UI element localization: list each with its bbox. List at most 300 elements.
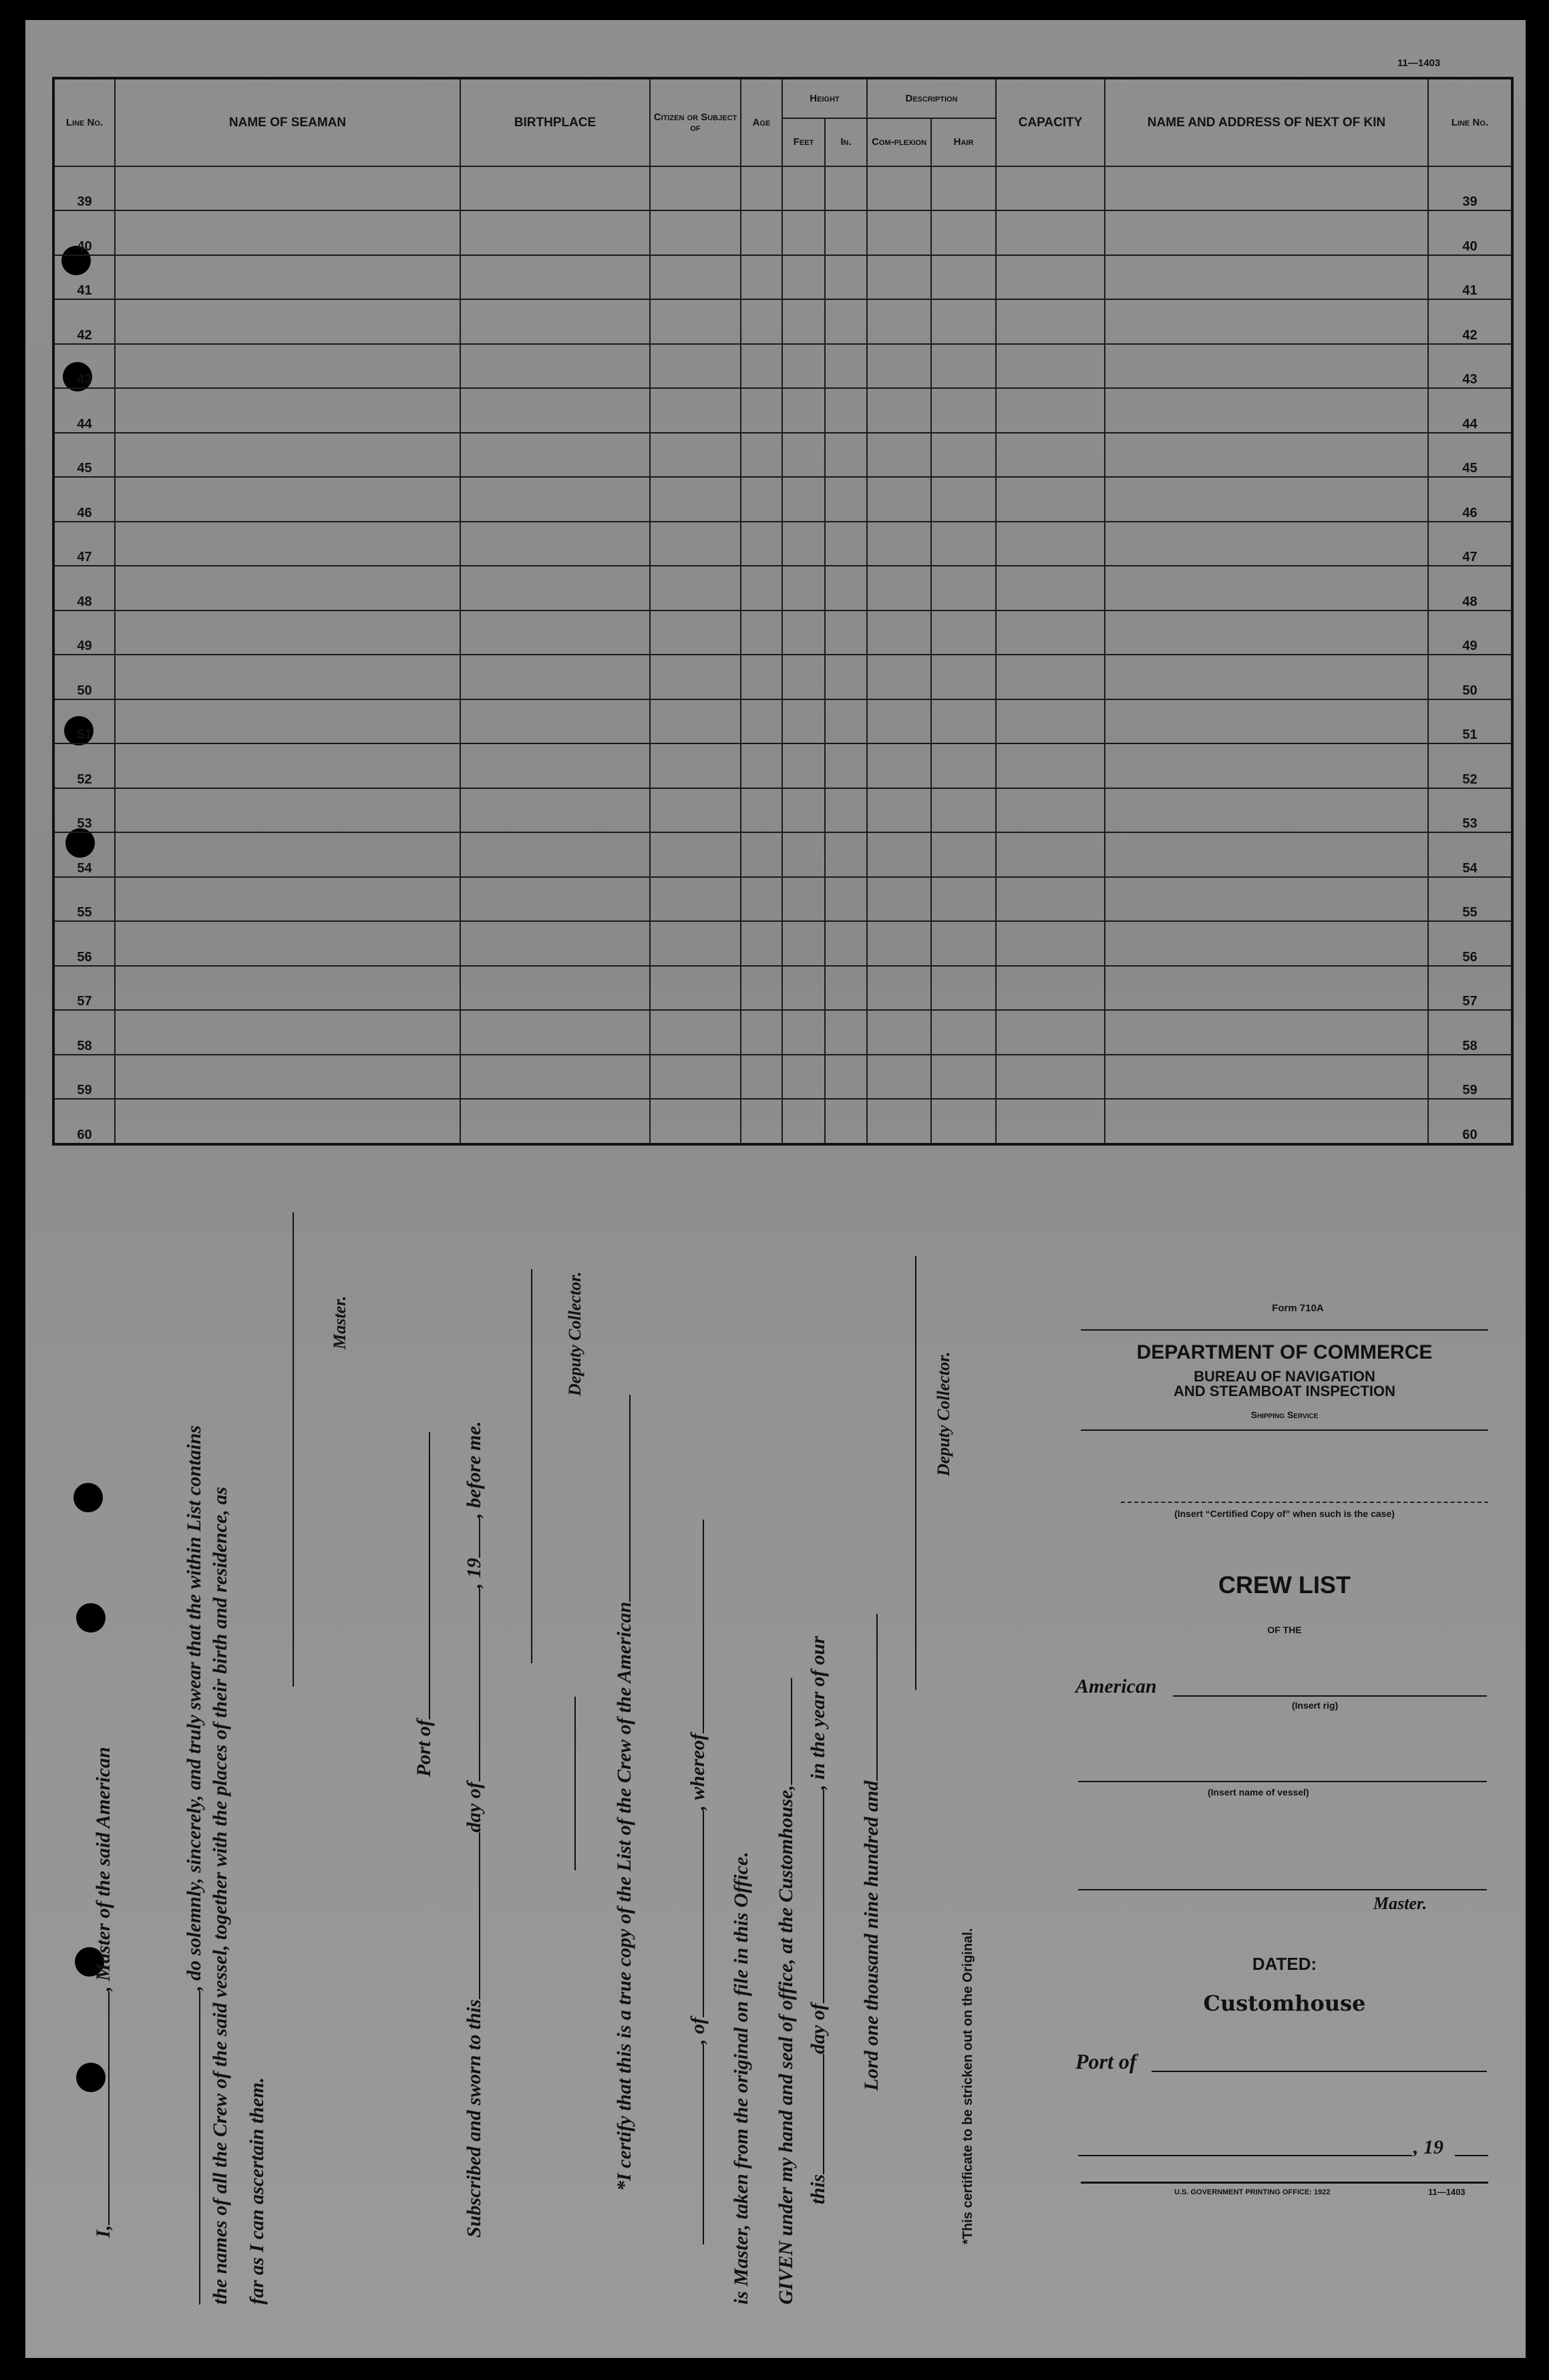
header-hair: Hair xyxy=(931,118,996,166)
entry-cell[interactable] xyxy=(115,344,460,388)
line-number-right: 50 xyxy=(1428,655,1512,699)
certificate-line-3: is Master, taken from the original on file in this Office. xyxy=(730,1852,752,2305)
certificate-footnote: *This certificate to be stricken out on the Original. xyxy=(961,1928,975,2244)
entry-cell[interactable] xyxy=(1105,743,1428,788)
entry-cell[interactable] xyxy=(825,788,867,832)
entry-cell[interactable] xyxy=(1105,832,1428,876)
line-number-right: 52 xyxy=(1428,743,1512,788)
entry-cell[interactable] xyxy=(741,477,782,521)
entry-cell[interactable] xyxy=(460,743,650,788)
entry-cell[interactable] xyxy=(650,921,741,965)
entry-cell[interactable] xyxy=(1105,388,1428,432)
entry-cell[interactable] xyxy=(741,255,782,299)
entry-cell[interactable] xyxy=(782,388,825,432)
entry-cell[interactable] xyxy=(996,699,1105,743)
entry-cell[interactable] xyxy=(650,655,741,699)
cover-port-of: Port of xyxy=(1075,2049,1137,2073)
entry-cell[interactable] xyxy=(825,255,867,299)
line-number: 53 xyxy=(53,788,115,832)
table-row xyxy=(53,433,1512,477)
cover-master-line[interactable] xyxy=(1078,1889,1487,1890)
entry-cell[interactable] xyxy=(782,611,825,655)
entry-cell[interactable] xyxy=(650,210,741,254)
entry-cell[interactable] xyxy=(931,166,996,210)
entry-cell[interactable] xyxy=(650,477,741,521)
entry-cell[interactable] xyxy=(996,522,1105,566)
entry-cell[interactable] xyxy=(115,966,460,1010)
entry-cell[interactable] xyxy=(825,1010,867,1054)
entry-cell[interactable] xyxy=(867,1010,931,1054)
entry-cell[interactable] xyxy=(931,477,996,521)
entry-cell[interactable] xyxy=(996,210,1105,254)
entry-cell[interactable] xyxy=(782,299,825,343)
line-number-right: 49 xyxy=(1428,611,1512,655)
entry-cell[interactable] xyxy=(782,1099,825,1144)
punch-hole xyxy=(73,1483,103,1512)
entry-cell[interactable] xyxy=(460,299,650,343)
entry-cell[interactable] xyxy=(115,788,460,832)
entry-cell[interactable] xyxy=(460,166,650,210)
header-name-of-seaman: NAME OF SEAMAN xyxy=(115,78,460,166)
entry-cell[interactable] xyxy=(741,1010,782,1054)
line-number: 60 xyxy=(53,1099,115,1144)
entry-cell[interactable] xyxy=(1105,299,1428,343)
cover-rig-line[interactable] xyxy=(1173,1695,1487,1697)
entry-cell[interactable] xyxy=(1105,433,1428,477)
entry-cell[interactable] xyxy=(825,743,867,788)
entry-cell[interactable] xyxy=(931,611,996,655)
line-number: 51 xyxy=(53,699,115,743)
entry-cell[interactable] xyxy=(460,433,650,477)
entry-cell[interactable] xyxy=(931,966,996,1010)
entry-cell[interactable] xyxy=(1105,477,1428,521)
entry-cell[interactable] xyxy=(650,1099,741,1144)
entry-cell[interactable] xyxy=(931,788,996,832)
entry-cell[interactable] xyxy=(741,388,782,432)
entry-cell[interactable] xyxy=(931,433,996,477)
entry-cell[interactable] xyxy=(1105,255,1428,299)
entry-cell[interactable] xyxy=(650,566,741,610)
entry-cell[interactable] xyxy=(825,166,867,210)
entry-cell[interactable] xyxy=(931,344,996,388)
entry-cell[interactable] xyxy=(115,388,460,432)
entry-cell[interactable] xyxy=(825,388,867,432)
crew-table xyxy=(52,77,1514,1146)
table-row xyxy=(53,299,1512,343)
cover-master-label: Master. xyxy=(1373,1894,1427,1913)
entry-cell[interactable] xyxy=(825,655,867,699)
entry-cell[interactable] xyxy=(996,611,1105,655)
entry-cell[interactable] xyxy=(741,566,782,610)
table-row xyxy=(53,388,1512,432)
entry-cell[interactable] xyxy=(931,655,996,699)
cover-shipping-service: Shipping Service xyxy=(1250,1409,1319,1420)
entry-cell[interactable] xyxy=(741,522,782,566)
entry-cell[interactable] xyxy=(931,566,996,610)
entry-cell[interactable] xyxy=(825,1055,867,1099)
entry-cell[interactable] xyxy=(741,299,782,343)
entry-cell[interactable] xyxy=(1105,611,1428,655)
entry-cell[interactable] xyxy=(782,1010,825,1054)
entry-cell[interactable] xyxy=(931,743,996,788)
line-number-right: 57 xyxy=(1428,966,1512,1010)
entry-cell[interactable] xyxy=(782,655,825,699)
entry-cell[interactable] xyxy=(996,433,1105,477)
entry-cell[interactable] xyxy=(867,966,931,1010)
entry-cell[interactable] xyxy=(782,832,825,876)
entry-cell[interactable] xyxy=(460,1099,650,1144)
entry-cell[interactable] xyxy=(782,699,825,743)
cover-port-line[interactable] xyxy=(1152,2071,1487,2072)
entry-cell[interactable] xyxy=(1105,655,1428,699)
entry-cell[interactable] xyxy=(650,877,741,921)
line-number: 48 xyxy=(53,566,115,610)
entry-cell[interactable] xyxy=(115,255,460,299)
header-description: Description xyxy=(867,78,996,118)
entry-cell[interactable] xyxy=(115,611,460,655)
line-number: 40 xyxy=(53,210,115,254)
entry-cell[interactable] xyxy=(825,966,867,1010)
entry-cell[interactable] xyxy=(650,1010,741,1054)
entry-cell[interactable] xyxy=(1105,699,1428,743)
entry-cell[interactable] xyxy=(115,1010,460,1054)
entry-cell[interactable] xyxy=(867,566,931,610)
line-number: 46 xyxy=(53,477,115,521)
entry-cell[interactable] xyxy=(931,1099,996,1144)
line-number: 59 xyxy=(53,1055,115,1099)
entry-cell[interactable] xyxy=(825,832,867,876)
entry-cell[interactable] xyxy=(115,743,460,788)
entry-cell[interactable] xyxy=(825,566,867,610)
entry-cell[interactable] xyxy=(931,522,996,566)
entry-cell[interactable] xyxy=(460,1010,650,1054)
crew-list-form-page xyxy=(25,20,1526,2358)
entry-cell[interactable] xyxy=(782,877,825,921)
certificate-line-2: , of, whereof xyxy=(687,1520,709,2244)
entry-cell[interactable] xyxy=(741,210,782,254)
entry-cell[interactable] xyxy=(650,166,741,210)
table-row xyxy=(53,522,1512,566)
entry-cell[interactable] xyxy=(782,344,825,388)
entry-cell[interactable] xyxy=(650,611,741,655)
entry-cell[interactable] xyxy=(650,433,741,477)
entry-cell[interactable] xyxy=(650,388,741,432)
entry-cell[interactable] xyxy=(931,388,996,432)
entry-cell[interactable] xyxy=(782,433,825,477)
line-number-right: 47 xyxy=(1428,522,1512,566)
entry-cell[interactable] xyxy=(460,921,650,965)
entry-cell[interactable] xyxy=(460,611,650,655)
entry-cell[interactable] xyxy=(867,433,931,477)
entry-cell[interactable] xyxy=(825,611,867,655)
entry-cell[interactable] xyxy=(867,832,931,876)
entry-cell[interactable] xyxy=(115,210,460,254)
entry-cell[interactable] xyxy=(650,1055,741,1099)
table-row xyxy=(53,344,1512,388)
entry-cell[interactable] xyxy=(996,166,1105,210)
punch-hole xyxy=(76,1603,106,1633)
table-row xyxy=(53,966,1512,1010)
cover-bureau-2: AND STEAMBOAT INSPECTION xyxy=(1173,1383,1396,1399)
cover-form-no: Form 710A xyxy=(1272,1303,1324,1314)
entry-cell[interactable] xyxy=(782,522,825,566)
cover-date-line[interactable] xyxy=(1078,2155,1412,2156)
line-number: 55 xyxy=(53,877,115,921)
entry-cell[interactable] xyxy=(931,1055,996,1099)
entry-cell[interactable] xyxy=(650,832,741,876)
entry-cell[interactable] xyxy=(867,877,931,921)
entry-cell[interactable] xyxy=(867,921,931,965)
oath-line-1: I,, Master of the said American xyxy=(92,1747,114,2238)
entry-cell[interactable] xyxy=(460,344,650,388)
entry-cell[interactable] xyxy=(782,255,825,299)
entry-cell[interactable] xyxy=(782,210,825,254)
entry-cell[interactable] xyxy=(1105,166,1428,210)
entry-cell[interactable] xyxy=(931,877,996,921)
entry-cell[interactable] xyxy=(825,299,867,343)
entry-cell[interactable] xyxy=(931,832,996,876)
entry-cell[interactable] xyxy=(115,433,460,477)
entry-cell[interactable] xyxy=(867,388,931,432)
entry-cell[interactable] xyxy=(867,299,931,343)
line-number-right: 40 xyxy=(1428,210,1512,254)
entry-cell[interactable] xyxy=(115,699,460,743)
entry-cell[interactable] xyxy=(1105,1055,1428,1099)
entry-cell[interactable] xyxy=(460,877,650,921)
entry-cell[interactable] xyxy=(115,832,460,876)
entry-cell[interactable] xyxy=(996,1010,1105,1054)
entry-cell[interactable] xyxy=(650,788,741,832)
entry-cell[interactable] xyxy=(996,966,1105,1010)
entry-cell[interactable] xyxy=(867,788,931,832)
entry-cell[interactable] xyxy=(741,832,782,876)
entry-cell[interactable] xyxy=(460,210,650,254)
entry-cell[interactable] xyxy=(931,699,996,743)
entry-cell[interactable] xyxy=(741,1099,782,1144)
entry-cell[interactable] xyxy=(741,966,782,1010)
certificate-signature-line xyxy=(915,1256,916,1690)
entry-cell[interactable] xyxy=(825,210,867,254)
line-number: 56 xyxy=(53,921,115,965)
entry-cell[interactable] xyxy=(460,788,650,832)
entry-cell[interactable] xyxy=(460,832,650,876)
entry-cell[interactable] xyxy=(867,255,931,299)
entry-cell[interactable] xyxy=(115,877,460,921)
entry-cell[interactable] xyxy=(825,433,867,477)
entry-cell[interactable] xyxy=(115,1055,460,1099)
entry-cell[interactable] xyxy=(782,921,825,965)
entry-cell[interactable] xyxy=(1105,966,1428,1010)
entry-cell[interactable] xyxy=(115,1099,460,1144)
entry-cell[interactable] xyxy=(931,255,996,299)
entry-cell[interactable] xyxy=(115,566,460,610)
oath-line-2: , do solemnly, sincerely, and truly swear that the within List contains xyxy=(183,1425,206,2305)
entry-cell[interactable] xyxy=(460,699,650,743)
entry-cell[interactable] xyxy=(867,210,931,254)
header-line-no: Line No. xyxy=(53,78,115,166)
line-number-right: 58 xyxy=(1428,1010,1512,1054)
entry-cell[interactable] xyxy=(115,655,460,699)
cover-dated: DATED: xyxy=(1252,1954,1317,1974)
entry-cell[interactable] xyxy=(1105,1099,1428,1144)
line-number: 58 xyxy=(53,1010,115,1054)
entry-cell[interactable] xyxy=(741,655,782,699)
entry-cell[interactable] xyxy=(115,299,460,343)
entry-cell[interactable] xyxy=(460,566,650,610)
line-number-right: 51 xyxy=(1428,699,1512,743)
entry-cell[interactable] xyxy=(782,166,825,210)
oath-subscribed: Subscribed and sworn to thisday of, 19, before me. xyxy=(463,1421,485,2238)
entry-cell[interactable] xyxy=(650,699,741,743)
oath-port-of: Port of xyxy=(413,1432,436,1777)
entry-cell[interactable] xyxy=(996,877,1105,921)
entry-cell[interactable] xyxy=(825,344,867,388)
entry-cell[interactable] xyxy=(867,611,931,655)
entry-cell[interactable] xyxy=(1105,877,1428,921)
line-number: 50 xyxy=(53,655,115,699)
entry-cell[interactable] xyxy=(782,566,825,610)
entry-cell[interactable] xyxy=(867,477,931,521)
line-number: 44 xyxy=(53,388,115,432)
entry-cell[interactable] xyxy=(867,1099,931,1144)
entry-cell[interactable] xyxy=(460,388,650,432)
table-row xyxy=(53,611,1512,655)
entry-cell[interactable] xyxy=(650,966,741,1010)
entry-cell[interactable] xyxy=(460,1055,650,1099)
entry-cell[interactable] xyxy=(931,1010,996,1054)
entry-cell[interactable] xyxy=(741,344,782,388)
entry-cell[interactable] xyxy=(867,166,931,210)
line-number-right: 55 xyxy=(1428,877,1512,921)
table-row xyxy=(53,877,1512,921)
entry-cell[interactable] xyxy=(1105,344,1428,388)
entry-cell[interactable] xyxy=(741,433,782,477)
entry-cell[interactable] xyxy=(741,699,782,743)
line-number: 54 xyxy=(53,832,115,876)
entry-cell[interactable] xyxy=(782,788,825,832)
master-signature-line xyxy=(293,1212,294,1687)
entry-cell[interactable] xyxy=(931,210,996,254)
entry-cell[interactable] xyxy=(1105,566,1428,610)
entry-cell[interactable] xyxy=(460,477,650,521)
entry-cell[interactable] xyxy=(460,655,650,699)
table-row xyxy=(53,1099,1512,1144)
oath-line-4: far as I can ascertain them. xyxy=(246,2077,268,2305)
header-height: Height xyxy=(782,78,867,118)
entry-cell[interactable] xyxy=(1105,1010,1428,1054)
cover-rule-2 xyxy=(1081,1429,1488,1431)
entry-cell[interactable] xyxy=(741,166,782,210)
entry-cell[interactable] xyxy=(650,299,741,343)
entry-cell[interactable] xyxy=(782,743,825,788)
table-row xyxy=(53,166,1512,210)
table-row xyxy=(53,255,1512,299)
entry-cell[interactable] xyxy=(996,566,1105,610)
line-number: 47 xyxy=(53,522,115,566)
entry-cell[interactable] xyxy=(931,299,996,343)
entry-cell[interactable] xyxy=(996,344,1105,388)
entry-cell[interactable] xyxy=(867,522,931,566)
deputy-signature-line-2 xyxy=(574,1697,576,1870)
cover-of-the: OF THE xyxy=(1267,1625,1302,1635)
entry-cell[interactable] xyxy=(782,477,825,521)
entry-cell[interactable] xyxy=(650,522,741,566)
entry-cell[interactable] xyxy=(867,699,931,743)
entry-cell[interactable] xyxy=(996,388,1105,432)
entry-cell[interactable] xyxy=(996,655,1105,699)
certificate-line-4: GIVEN under my hand and seal of office, at the Customhouse, xyxy=(775,1678,798,2305)
entry-cell[interactable] xyxy=(650,255,741,299)
entry-cell[interactable] xyxy=(996,1055,1105,1099)
entry-cell[interactable] xyxy=(741,1055,782,1099)
entry-cell[interactable] xyxy=(867,655,931,699)
entry-cell[interactable] xyxy=(115,477,460,521)
entry-cell[interactable] xyxy=(825,877,867,921)
entry-cell[interactable] xyxy=(931,921,996,965)
entry-cell[interactable] xyxy=(825,522,867,566)
crew-table-body xyxy=(53,166,1512,1144)
entry-cell[interactable] xyxy=(996,832,1105,876)
certificate-line-5: thisday of, in the year of our xyxy=(807,1636,829,2204)
entry-cell[interactable] xyxy=(782,1055,825,1099)
entry-cell[interactable] xyxy=(741,877,782,921)
entry-cell[interactable] xyxy=(825,1099,867,1144)
entry-cell[interactable] xyxy=(996,255,1105,299)
cover-year-line[interactable] xyxy=(1455,2155,1488,2156)
entry-cell[interactable] xyxy=(460,966,650,1010)
entry-cell[interactable] xyxy=(460,255,650,299)
entry-cell[interactable] xyxy=(460,522,650,566)
entry-cell[interactable] xyxy=(741,921,782,965)
entry-cell[interactable] xyxy=(1105,210,1428,254)
entry-cell[interactable] xyxy=(1105,788,1428,832)
entry-cell[interactable] xyxy=(115,166,460,210)
entry-cell[interactable] xyxy=(867,344,931,388)
entry-cell[interactable] xyxy=(996,299,1105,343)
entry-cell[interactable] xyxy=(741,788,782,832)
entry-cell[interactable] xyxy=(650,344,741,388)
entry-cell[interactable] xyxy=(115,921,460,965)
table-row xyxy=(53,832,1512,876)
entry-cell[interactable] xyxy=(1105,522,1428,566)
line-number-right: 43 xyxy=(1428,344,1512,388)
line-number-right: 42 xyxy=(1428,299,1512,343)
cover-vessel-name-line[interactable] xyxy=(1078,1781,1487,1782)
entry-cell[interactable] xyxy=(996,788,1105,832)
entry-cell[interactable] xyxy=(115,522,460,566)
line-number: 57 xyxy=(53,966,115,1010)
entry-cell[interactable] xyxy=(1105,921,1428,965)
entry-cell[interactable] xyxy=(996,743,1105,788)
header-capacity: CAPACITY xyxy=(996,78,1105,166)
entry-cell[interactable] xyxy=(867,743,931,788)
entry-cell[interactable] xyxy=(996,1099,1105,1144)
entry-cell[interactable] xyxy=(741,611,782,655)
line-number-right: 48 xyxy=(1428,566,1512,610)
entry-cell[interactable] xyxy=(825,921,867,965)
entry-cell[interactable] xyxy=(782,966,825,1010)
entry-cell[interactable] xyxy=(996,477,1105,521)
entry-cell[interactable] xyxy=(825,699,867,743)
entry-cell[interactable] xyxy=(996,921,1105,965)
certificate-line-6: Lord one thousand nine hundred and xyxy=(860,1614,883,2091)
entry-cell[interactable] xyxy=(650,743,741,788)
entry-cell[interactable] xyxy=(741,743,782,788)
line-number: 43 xyxy=(53,344,115,388)
line-number-right: 56 xyxy=(1428,921,1512,965)
entry-cell[interactable] xyxy=(825,477,867,521)
entry-cell[interactable] xyxy=(867,1055,931,1099)
